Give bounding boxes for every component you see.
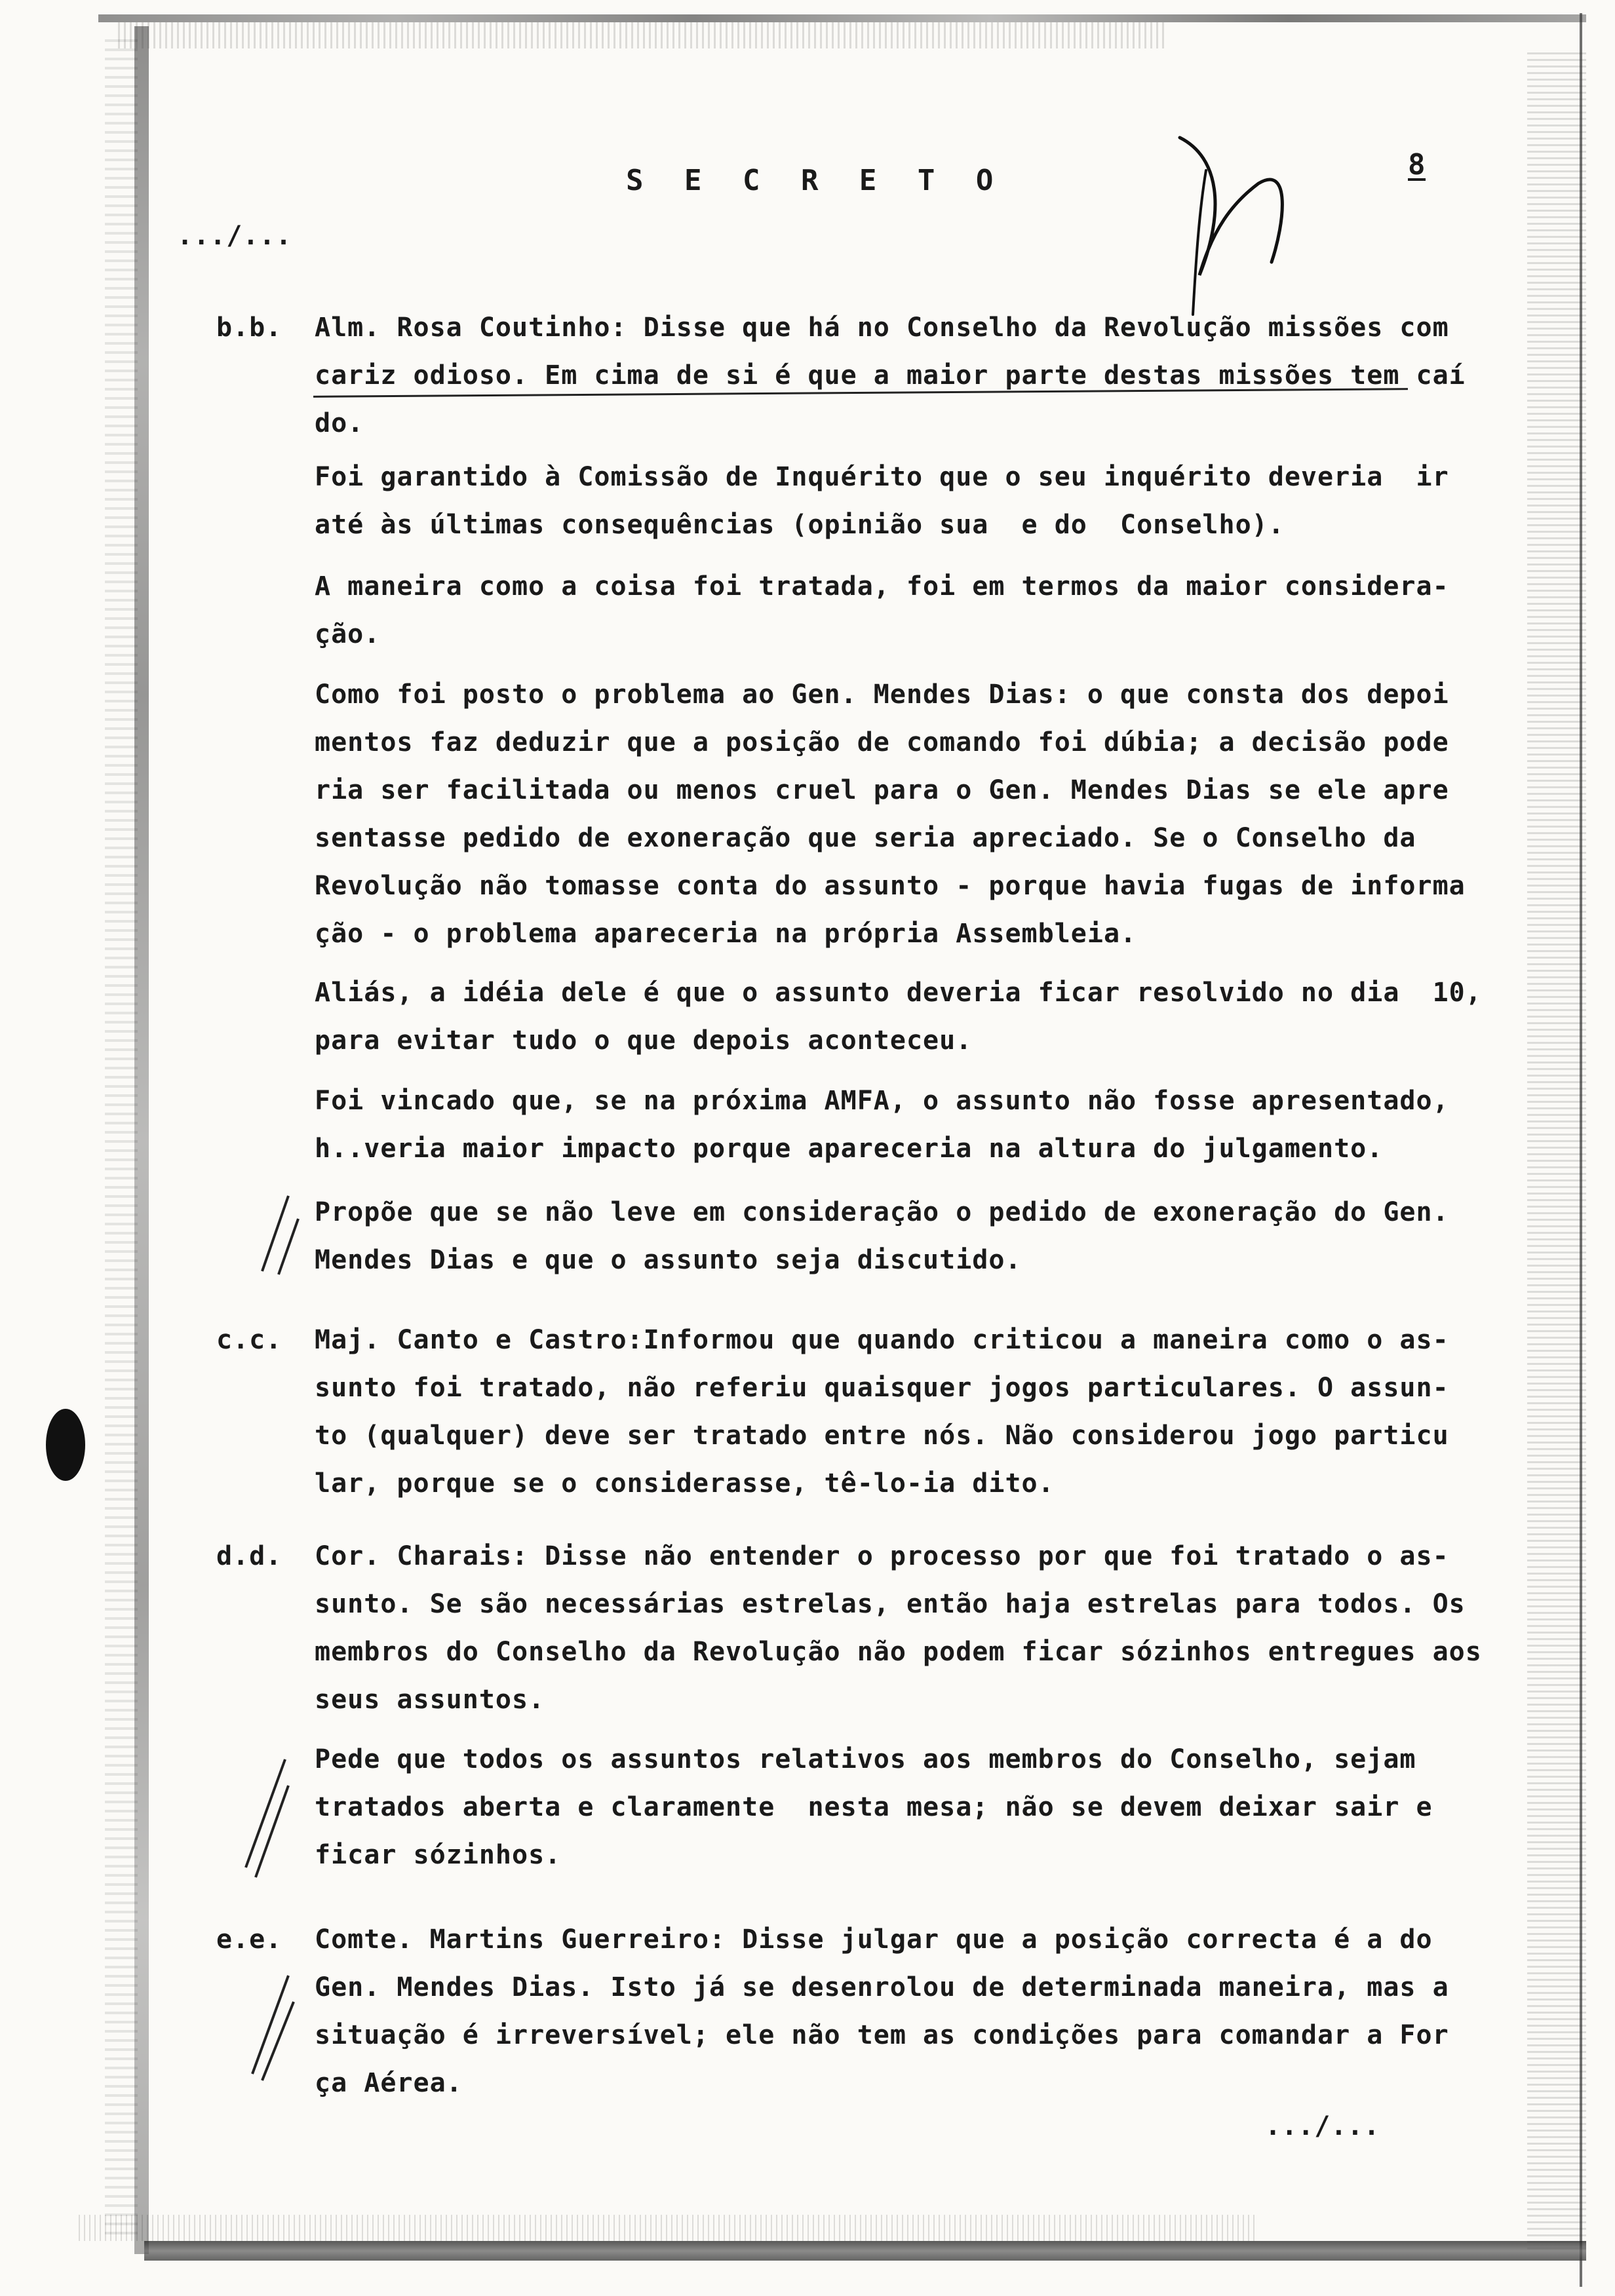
text-line: A maneira como a coisa foi tratada, foi em termos da maior considera- bbox=[315, 571, 1449, 602]
text-line: lar, porque se o considerasse, tê-lo-ia dito. bbox=[315, 1468, 1055, 1499]
text-line: sunto foi tratado, não referiu quaisquer jogos particulares. O assun- bbox=[315, 1373, 1449, 1403]
text-line: Maj. Canto e Castro:Informou que quando criticou a maneira como o as- bbox=[315, 1325, 1449, 1355]
text-line: h..veria maior impacto porque apareceria na altura do julgamento. bbox=[315, 1134, 1384, 1164]
continued-marker-bottom: .../... bbox=[1265, 2111, 1380, 2141]
text-line: Propõe que se não leve em consideração o pedido de exoneração do Gen. bbox=[315, 1197, 1449, 1227]
text-line: ça Aérea. bbox=[315, 2068, 463, 2098]
text-line: Revolução não tomasse conta do assunto - porque havia fugas de informa bbox=[315, 871, 1466, 901]
scan-edge-top bbox=[98, 14, 1586, 22]
scan-edge-right bbox=[1580, 13, 1582, 2287]
item-marker: e.e. bbox=[216, 1924, 282, 1955]
scan-noise-right bbox=[1527, 52, 1586, 2254]
text-line: Foi garantido à Comissão de Inquérito que o seu inquérito deveria ir bbox=[315, 462, 1449, 492]
text-line: Alm. Rosa Coutinho: Disse que há no Conselho da Revolução missões com bbox=[315, 313, 1449, 343]
scan-noise-bottom bbox=[79, 2215, 1258, 2241]
scan-edge-bottom bbox=[144, 2241, 1586, 2261]
text-line: cariz odioso. Em cima de si é que a maior parte destas missões tem caí bbox=[315, 360, 1466, 391]
text-line: seus assuntos. bbox=[315, 1685, 545, 1715]
text-line: Mendes Dias e que o assunto seja discutido. bbox=[315, 1245, 1022, 1275]
text-line: Cor. Charais: Disse não entender o processo por que foi tratado o as- bbox=[315, 1541, 1449, 1571]
text-line: tratados aberta e claramente nesta mesa; não se devem deixar sair e bbox=[315, 1792, 1433, 1822]
text-line: mentos faz deduzir que a posição de comando foi dúbia; a decisão pode bbox=[315, 727, 1449, 757]
text-line: Pede que todos os assuntos relativos aos membros do Conselho, sejam bbox=[315, 1744, 1416, 1774]
item-marker: c.c. bbox=[216, 1325, 282, 1355]
text-line: Foi vincado que, se na próxima AMFA, o assunto não fosse apresentado, bbox=[315, 1086, 1449, 1116]
continued-marker-top: .../... bbox=[177, 221, 292, 251]
page-number: 8 bbox=[1408, 148, 1426, 182]
text-line: ção. bbox=[315, 619, 381, 649]
text-line: do. bbox=[315, 408, 364, 438]
margin-slash-mark bbox=[249, 1193, 302, 1278]
text-line: sunto. Se são necessárias estrelas, então haja estrelas para todos. Os bbox=[315, 1589, 1466, 1619]
text-line: Aliás, a idéia dele é que o assunto deveria ficar resolvido no dia 10, bbox=[315, 978, 1482, 1008]
text-line: ria ser facilitada ou menos cruel para o Gen. Mendes Dias se ele apre bbox=[315, 775, 1449, 805]
scan-noise-top bbox=[118, 22, 1167, 48]
text-line: Comte. Martins Guerreiro: Disse julgar que a posição correcta é a do bbox=[315, 1924, 1433, 1955]
margin-slash-mark bbox=[233, 1756, 292, 1881]
text-line: ção - o problema apareceria na própria Assembleia. bbox=[315, 919, 1137, 949]
text-line: Gen. Mendes Dias. Isto já se desenrolou de determinada maneira, mas a bbox=[315, 1972, 1449, 2002]
text-line: situação é irreversível; ele não tem as condições para comandar a For bbox=[315, 2020, 1449, 2050]
item-marker: b.b. bbox=[216, 313, 282, 343]
text-line: até às últimas consequências (opinião sua e do Conselho). bbox=[315, 510, 1285, 540]
text-line: para evitar tudo o que depois aconteceu. bbox=[315, 1025, 973, 1056]
text-line: sentasse pedido de exoneração que seria apreciado. Se o Conselho da bbox=[315, 823, 1416, 853]
item-marker: d.d. bbox=[216, 1541, 282, 1571]
margin-slash-mark bbox=[243, 1972, 295, 2084]
punch-hole bbox=[46, 1409, 85, 1481]
classification-heading: S E C R E T O bbox=[626, 164, 1005, 197]
text-line: membros do Conselho da Revolução não podem ficar sózinhos entregues aos bbox=[315, 1637, 1482, 1667]
text-line: Como foi posto o problema ao Gen. Mendes Dias: o que consta dos depoi bbox=[315, 679, 1449, 710]
handwritten-initials bbox=[1160, 131, 1331, 328]
scan-noise-left bbox=[105, 39, 138, 2234]
text-line: to (qualquer) deve ser tratado entre nós. Não considerou jogo particu bbox=[315, 1421, 1449, 1451]
text-line: ficar sózinhos. bbox=[315, 1840, 562, 1870]
